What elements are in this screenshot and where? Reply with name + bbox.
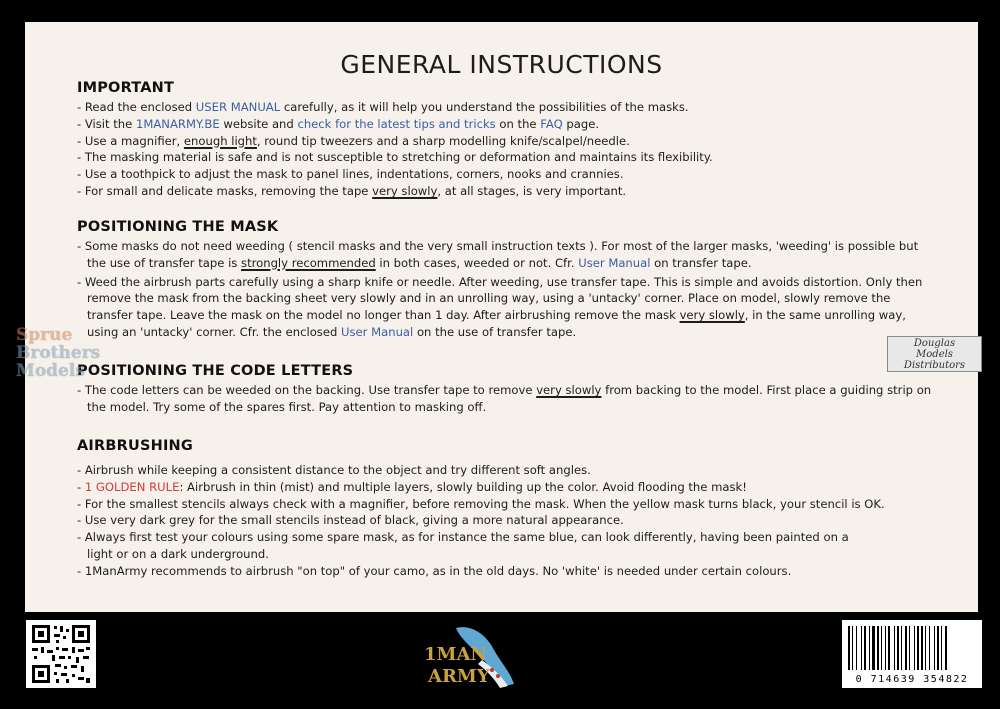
- barcode: [842, 620, 982, 688]
- section-heading: POSITIONING THE MASK: [77, 219, 279, 235]
- list-item: - Visit the 1MANARMY.BE website and check for the latest tips and tricks on the FAQ page.: [77, 116, 600, 131]
- section-code-letters: [77, 363, 938, 416]
- instruction-sheet: [25, 22, 978, 612]
- section-positioning-mask: [77, 219, 938, 341]
- list-item: - 1ManArmy recommends to airbrush "on top" of your camo, as in the old days. No 'white' is needed under certain colours.: [77, 563, 792, 578]
- list-item: - For the smallest stencils always check with a magnifier, before removing the mask. When the yellow mask turns black, your stencil is OK.: [77, 496, 885, 511]
- douglas-models-watermark: Douglas Models Distributors: [887, 336, 982, 372]
- list-item: - The masking material is safe and is not susceptible to stretching or deformation and maintains its flexibility.: [77, 150, 713, 165]
- list-item: - Always first test your colours using some spare mask, as for instance the same blue, can look differently, having been painted on a light or on a dark underground.: [77, 530, 849, 561]
- list-item: - Read the enclosed USER MANUAL carefully, as it will help you understand the possibilities of the masks.: [77, 100, 689, 114]
- svg-text:ARMY: ARMY: [428, 666, 490, 687]
- section-airbrushing: [77, 438, 938, 580]
- page-title: GENERAL INSTRUCTIONS: [340, 50, 663, 79]
- list-item: - Use a magnifier, enough light, round tip tweezers and a sharp modelling knife/scalpel/needle.: [77, 133, 630, 148]
- list-item: - Airbrush while keeping a consistent distance to the object and try different soft angles.: [77, 463, 591, 477]
- qr-code: [26, 620, 96, 688]
- section-heading: POSITIONING THE CODE LETTERS: [77, 363, 354, 379]
- section-heading: AIRBRUSHING: [77, 438, 193, 454]
- section-heading: IMPORTANT: [77, 80, 175, 96]
- section-important: [77, 80, 938, 200]
- list-item: - For small and delicate masks, removing the tape very slowly, at all stages, is very important.: [77, 183, 627, 198]
- list-item: - Weed the airbrush parts carefully using a sharp knife or needle. After weeding, use transfer tape. This is simple and avoids distortion. Only then remove the mask from the backing sheet very slowly and in an unrolling way, using a 'untacky' corner. Place on model, slowly remove the transfer tape. Leave the mask on the model no longer than 1 day. After airbrushing remove the mask very slowly, in the same unrolling way, using an 'untacky' corner. Cfr. the enclosed User Manual on the use of transfer tape.: [77, 274, 923, 339]
- 1manarmy-logo: [416, 620, 520, 692]
- svg-text:1MAN: 1MAN: [424, 644, 487, 665]
- barcode-number: 0 714639 354822: [855, 674, 969, 685]
- list-item: - Use a toothpick to adjust the mask to panel lines, indentations, corners, nooks and crannies.: [77, 167, 624, 182]
- list-item: - Some masks do not need weeding ( stencil masks and the very small instruction texts ). For most of the larger masks, 'weeding' is possible but the use of transfer tape is strongly recommended in both cases, weeded or not. Cfr. User Manual on transfer tape.: [77, 239, 919, 270]
- list-item: - The code letters can be weeded on the backing. Use transfer tape to remove very slowly from backing to the model. First place a guiding strip on the model. Try some of the spares first. Pay attention to masking off.: [77, 383, 932, 414]
- list-item: - 1 GOLDEN RULE: Airbrush in thin (mist) and multiple layers, slowly building up the color. Avoid flooding the mask!: [77, 479, 747, 494]
- sprue-brothers-watermark: Sprue Brothers Models: [16, 325, 101, 381]
- list-item: - Use very dark grey for the small stencils instead of black, giving a more natural appearance.: [77, 513, 624, 528]
